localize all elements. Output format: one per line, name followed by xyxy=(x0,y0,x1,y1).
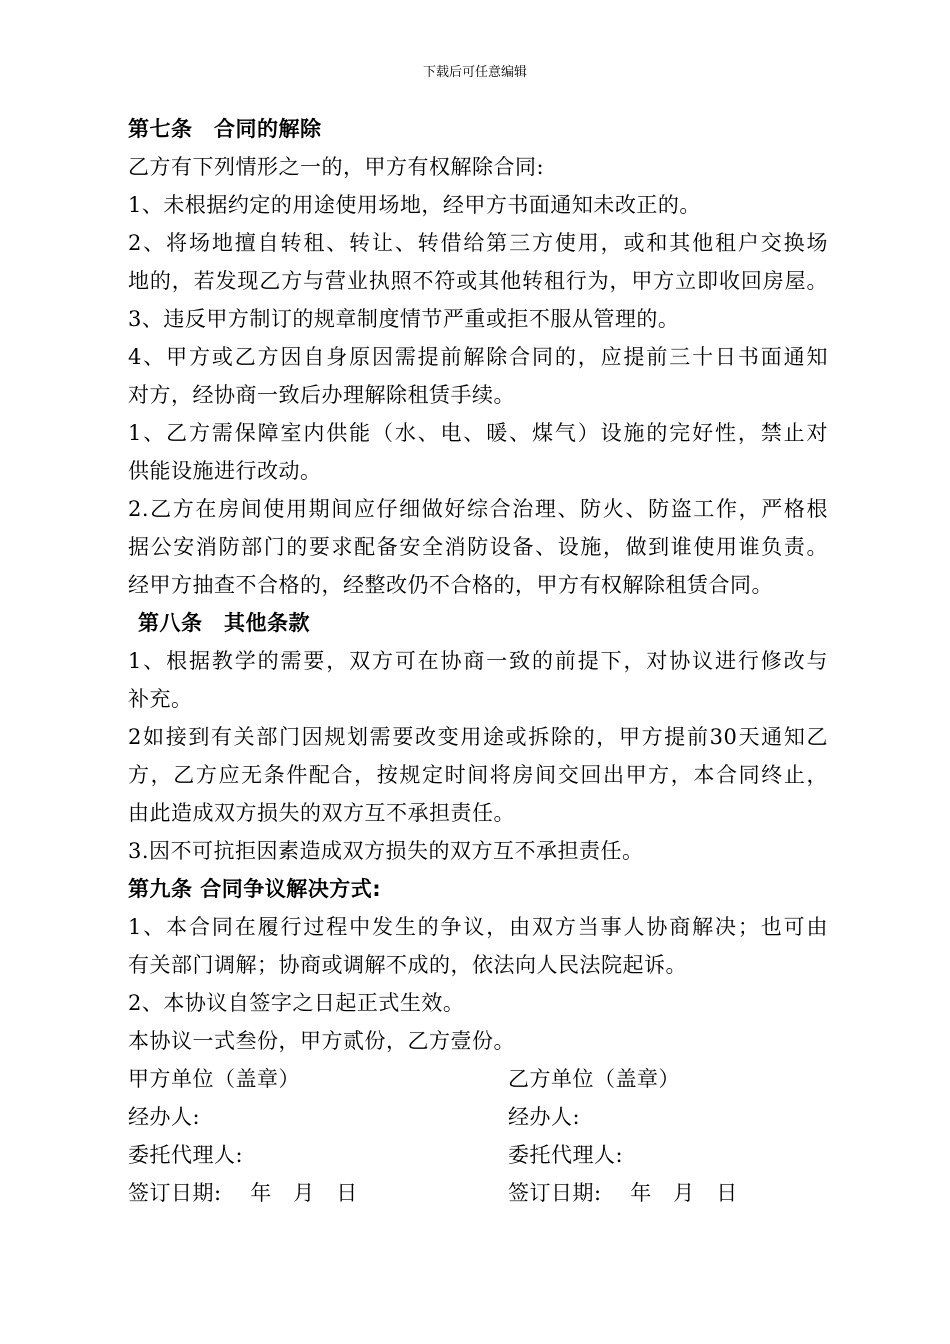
contract-text xyxy=(128,110,828,1060)
text-line: 2、本协议自签字之日起正式生效。 xyxy=(128,991,465,1015)
text-line: 4、甲方或乙方因自身原因需提前解除合同的，应提前三十日书面通知 xyxy=(128,345,828,369)
text-line: 3、违反甲方制订的规章制度情节严重或拒不服从管理的。 xyxy=(128,307,680,331)
text-line: 对方，经协商一致后办理解除租赁手续。 xyxy=(128,383,515,407)
party-a-field: 委托代理人: xyxy=(128,1143,244,1167)
text-line: 方，乙方应无条件配合，按规定时间将房间交回出甲方，本合同终止， xyxy=(128,763,828,787)
contract-body xyxy=(128,110,828,1212)
party-b-field: 委托代理人: xyxy=(508,1143,624,1167)
text-line: 补充。 xyxy=(128,687,193,711)
page-header: 下载后可任意编辑 xyxy=(422,65,527,80)
party-b-field: 经办人: xyxy=(508,1105,581,1129)
text-line: 1、根据教学的需要，双方可在协商一致的前提下，对协议进行修改与 xyxy=(128,649,828,673)
text-line: 2如接到有关部门因规划需要改变用途或拆除的，甲方提前30天通知乙 xyxy=(128,725,828,749)
signature-row xyxy=(128,1060,828,1098)
section-heading: 第八条 其他条款 xyxy=(138,611,310,635)
text-line: 1、乙方需保障室内供能（水、电、暖、煤气）设施的完好性，禁止对 xyxy=(128,421,828,445)
party-b-field: 签订日期: 年 月 日 xyxy=(508,1181,738,1205)
text-line: 本协议一式叁份，甲方贰份，乙方壹份。 xyxy=(128,1029,515,1053)
section-heading: 第七条 合同的解除 xyxy=(128,117,322,141)
signature-row xyxy=(128,1098,828,1136)
text-line: 据公安消防部门的要求配备安全消防设备、设施，做到谁使用谁负责。 xyxy=(128,535,828,559)
party-b-field: 乙方单位（盖章） xyxy=(508,1067,680,1091)
text-line: 2.乙方在房间使用期间应仔细做好综合治理、防火、防盗工作，严格根 xyxy=(128,497,828,521)
signature-row xyxy=(128,1136,828,1174)
text-line: 3.因不可抗拒因素造成双方损失的双方互不承担责任。 xyxy=(128,839,644,863)
party-a-field: 签订日期: 年 月 日 xyxy=(128,1181,358,1205)
text-line: 供能设施进行改动。 xyxy=(128,459,322,483)
signature-row xyxy=(128,1174,828,1212)
section-heading: 第九条 合同争议解决方式: xyxy=(128,877,382,901)
text-line: 1、本合同在履行过程中发生的争议，由双方当事人协商解决；也可由 xyxy=(128,915,828,939)
party-a-field: 甲方单位（盖章） xyxy=(128,1067,300,1091)
text-line: 地的，若发现乙方与营业执照不符或其他转租行为，甲方立即收回房屋。 xyxy=(128,269,828,293)
text-line: 由此造成双方损失的双方互不承担责任。 xyxy=(128,801,515,825)
text-line: 1、未根据约定的用途使用场地，经甲方书面通知未改正的。 xyxy=(128,193,701,217)
text-line: 乙方有下列情形之一的，甲方有权解除合同: xyxy=(128,155,545,179)
text-line: 经甲方抽查不合格的，经整改仍不合格的，甲方有权解除租赁合同。 xyxy=(128,573,773,597)
text-line: 有关部门调解；协商或调解不成的，依法向人民法院起诉。 xyxy=(128,953,687,977)
party-a-field: 经办人: xyxy=(128,1105,201,1129)
signature-block xyxy=(128,1060,828,1212)
text-line: 2、将场地擅自转租、转让、转借给第三方使用，或和其他租户交换场 xyxy=(128,231,828,255)
